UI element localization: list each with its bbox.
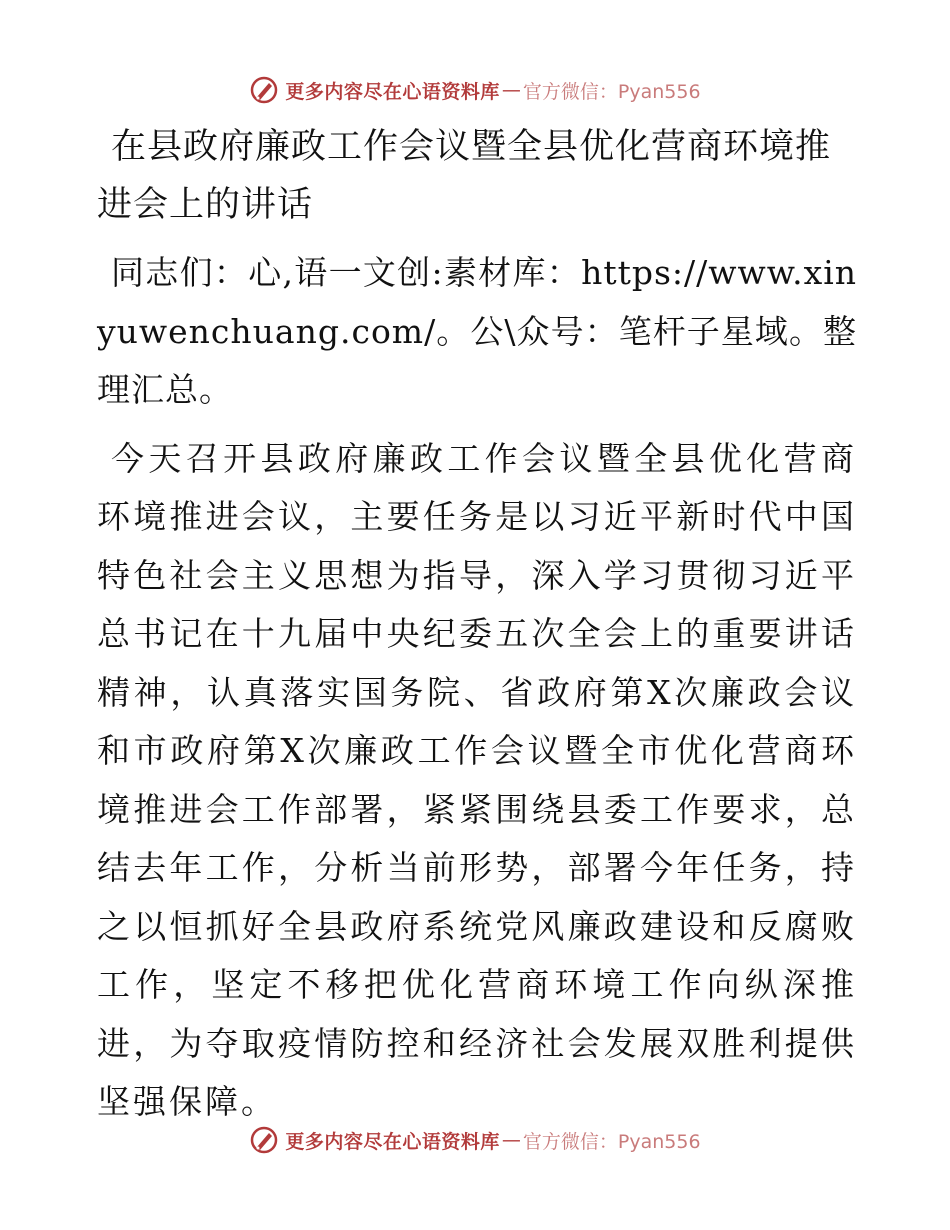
body-paragraph: 今天召开县政府廉政工作会议暨全县优化营商环境推进会议，主要任务是以习近平新时代中国特色社会主义思想为指导，深入学习贯彻习近平总书记在十九届中央纪委五次全会上的重要讲话精神，认真落实国务院、省政府第X次廉政会议和市政府第X次廉政工作会议暨全市优化营商环境推进会工作部署，紧紧围绕县委工作要求，总结去年工作，分析当前形势，部署今年任务，持之以恒抓好全县政府系统党风廉政建设和反腐败工作，坚定不移把优化营商环境工作向纵深推进，为夺取疫情防控和经济社会发展双胜利提供坚强保障。 xyxy=(97,438,857,1121)
watermark-wechat: 官方微信：Pyan556 xyxy=(522,80,701,103)
document-body xyxy=(97,118,857,1142)
watermark-separator: — xyxy=(501,79,521,101)
watermark-text: 更多内容尽在心语资料库 xyxy=(285,1130,500,1153)
watermark-wechat: 官方微信：Pyan556 xyxy=(522,1130,701,1153)
watermark-banner-top xyxy=(0,70,950,110)
watermark-text: 更多内容尽在心语资料库 xyxy=(285,80,500,103)
document-title: 在县政府廉政工作会议暨全县优化营商环境推进会上的讲话 xyxy=(97,127,832,225)
watermark-banner-bottom xyxy=(0,1120,950,1160)
intro-paragraph: 同志们：心,语一文创:素材库：https://www.xinyuwenchuang.com/。公\众号：笔杆子星域。整理汇总。 xyxy=(97,253,857,409)
pen-logo-icon xyxy=(249,75,279,105)
pen-logo-icon xyxy=(249,1125,279,1155)
watermark-separator: — xyxy=(501,1129,521,1151)
